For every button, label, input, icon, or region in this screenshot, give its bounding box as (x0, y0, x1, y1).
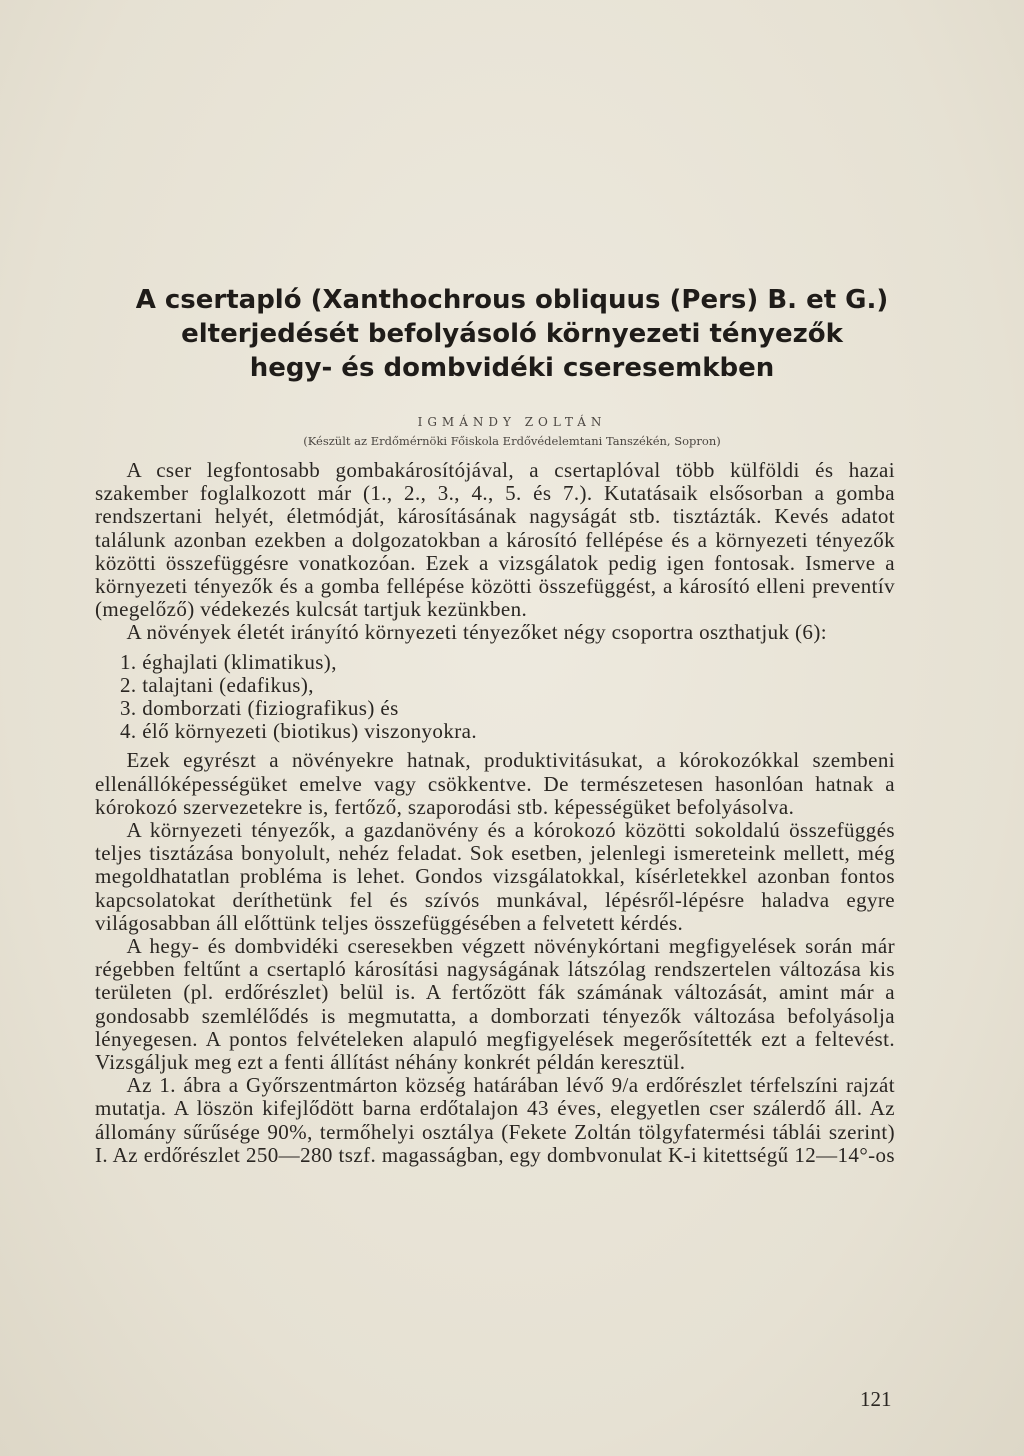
list-item: 1. éghajlati (klimatikus), (120, 649, 337, 674)
author-name: IGMÁNDY ZOLTÁN (417, 415, 607, 429)
list-item: 3. domborzati (fiziografikus) és (120, 696, 399, 721)
title-line-2: elterjedését befolyásoló környezeti tényezők (181, 319, 843, 349)
paragraph-6: Az 1. ábra a Győrszentmárton község határában lévő 9/a erdőrészlet térfelszíni rajzát mutatja. A löszön kifejlődött barna erdőtalajon 43 éves, elegyetlen cser szálerdő áll. Az állomány sűrűsége 90%, termőhelyi osztálya (Fekete Zoltán tölgyfatermési táblái szerint) I. Az erdőrészlet 250—280 tszf. magasságban, egy dombvonulat K-i kitettségű 12—14°-os (95, 1073, 895, 1167)
title-line-1: A csertapló (Xanthochrous obliquus (Pers) B. et G.) (135, 285, 889, 315)
article-body (95, 459, 895, 1167)
paragraph-1: A cser legfontosabb gombakárosítójával, a csertaplóval több külföldi és hazai szakember foglalkozott már (1., 2., 3., 4., 5. és 7.). Kutatásaik elsősorban a gomba rendszertani helyét, életmódját, károsításának nagyságát stb. tisztázták. Kevés adatot találunk azonban ezekben a dolgozatokban a károsító fellépése és a környezeti tényezők közötti összefüggésre vonatkozóan. Ezek a vizsgálatok pedig igen fontosak. Ismerve a környezeti tényezők és a gomba fellépése közötti összefüggést, a károsító elleni preventív (megelőző) védekezés kulcsát tartjuk kezünkben. (95, 458, 895, 622)
paragraph-3: Ezek egyrészt a növényekre hatnak, produktivitásukat, a kórokozókkal szembeni ellenállóképességüket emelve vagy csökkentve. De természetesen hasonlóan hatnak a kórokozó szervezetekre is, fertőző, szaporodási stb. képességüket befolyásolva. (95, 748, 895, 819)
factor-list (120, 651, 895, 744)
paragraph-2: A növények életét irányító környezeti tényezőket négy csoportra oszthatjuk (6): (126, 620, 827, 645)
list-item: 2. talajtani (edafikus), (120, 672, 314, 697)
author-affiliation: (Készült az Erdőmérnöki Főiskola Erdővédelemtani Tanszékén, Sopron) (303, 434, 721, 448)
paragraph-4: A környezeti tényezők, a gazdanövény és a kórokozó közötti sokoldalú összefüggés teljes tisztázása bonyolult, nehéz feladat. Sok esetben, jelenlegi ismereteink mellett, még megoldhatatlan probléma is lehet. Gondos vizsgálatokkal, kísérletekkel azonban fontos kapcsolatokat deríthetünk fel és szívós munkával, lépésről-lépésre haladva egyre világosabban áll előttünk teljes összefüggésében a felvetett kérdés. (95, 818, 895, 935)
article-title (0, 283, 1024, 385)
paragraph-5: A hegy- és dombvidéki cseresekben végzett növénykórtani megfigyelések során már régebben feltűnt a csertapló károsítási nagyságának látszólag rendszertelen változása kis területen (pl. erdőrészlet) belül is. A fertőzött fák számának változását, amint már a gondosabb szemlélődés is megmutatta, a domborzati tényezők változása befolyásolja lényegesen. A pontos felvételeken alapuló megfigyelések megerősítették ezt a feltevést. Vizsgáljuk meg ezt a fenti állítást néhány konkrét példán keresztül. (95, 934, 895, 1075)
page-number: 121 (860, 1387, 892, 1411)
title-line-3: hegy- és dombvidéki cseresemkben (249, 353, 775, 383)
list-item: 4. élő környezeti (biotikus) viszonyokra. (120, 719, 477, 744)
